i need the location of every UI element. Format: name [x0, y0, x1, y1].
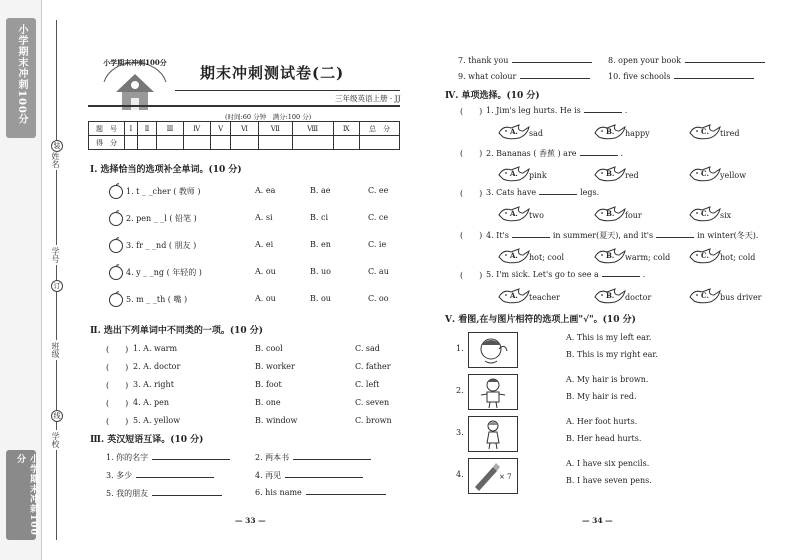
phrase-item — [106, 488, 222, 499]
phrase-item — [255, 452, 371, 463]
phrase-item — [458, 72, 590, 81]
score-cell: 题 号 — [89, 122, 125, 136]
phrase-text: 2. 两本书 — [255, 453, 290, 462]
bird-option-icon[interactable] — [497, 287, 533, 305]
score-cell: Ⅸ — [333, 122, 359, 136]
score-input-cell[interactable] — [258, 136, 292, 150]
answer-blank[interactable] — [285, 477, 363, 478]
phrase-text: 6. his name — [255, 488, 302, 497]
option-letter: A. — [510, 127, 518, 136]
phrase-item — [255, 470, 363, 481]
option-c: C. father — [355, 362, 391, 371]
name-label: 姓名 — [51, 152, 60, 168]
picture-frame — [468, 332, 518, 368]
bird-option-icon[interactable] — [593, 165, 629, 183]
score-input-cell[interactable] — [157, 136, 183, 150]
logo-text: 小学期末冲刺100分 — [103, 58, 167, 67]
option-b[interactable]: B. ci — [310, 213, 329, 222]
binding-spine — [0, 0, 42, 560]
option-b[interactable]: B. This is my right ear. — [566, 350, 658, 359]
bird-option-icon[interactable] — [497, 247, 533, 265]
phrase-item — [255, 488, 386, 497]
apple-icon — [108, 183, 124, 199]
bird-option-icon[interactable] — [688, 247, 724, 265]
phrase-text: 7. thank you — [458, 56, 509, 65]
binding-mark-1: 装 — [51, 140, 63, 152]
section2-title: Ⅱ. 选出下列单词中不同类的一项。(10 分) — [90, 326, 264, 336]
answer-parentheses[interactable]: ( ) — [106, 363, 129, 372]
option-a[interactable]: A. ei — [255, 240, 274, 249]
question-text-end: in winter(冬天). — [697, 231, 759, 240]
option-c: C. brown — [355, 416, 392, 425]
bird-option-icon[interactable] — [688, 205, 724, 223]
option-letter: A. — [510, 169, 518, 178]
answer-blank[interactable] — [512, 62, 592, 63]
answer-blank[interactable] — [512, 237, 550, 238]
score-input-cell[interactable] — [333, 136, 359, 150]
score-input-cell[interactable] — [292, 136, 333, 150]
picture-number: 4. — [456, 470, 464, 479]
picture-frame — [468, 458, 518, 494]
section1-question: 2. pen _ _l ( 铅笔 ) — [126, 214, 197, 223]
phrase-text: 1. 你的名字 — [106, 453, 149, 462]
option-b[interactable]: B. Her head hurts. — [566, 434, 642, 443]
time-info: (时间:60 分钟 满分:100 分) — [225, 113, 312, 121]
score-cell: 得 分 — [89, 136, 125, 150]
score-input-cell[interactable] — [231, 136, 258, 150]
option-letter: C. — [701, 251, 709, 260]
section1-question: 5. m _ _th ( 嘴 ) — [126, 295, 188, 304]
section5-title: Ⅴ. 看图,在与图片相符的选项上画"√"。(10 分) — [445, 315, 636, 325]
phrase-item — [458, 56, 592, 65]
option-c[interactable]: C. au — [368, 267, 389, 276]
answer-parentheses[interactable]: ( ) — [460, 271, 483, 280]
page-number-left: — 33 — — [235, 516, 266, 525]
option-letter: C. — [701, 209, 709, 218]
apple-icon — [108, 291, 124, 307]
answer-parentheses[interactable]: ( ) — [460, 107, 483, 116]
score-input-cell[interactable] — [210, 136, 231, 150]
spine-band-top — [6, 18, 36, 138]
phrase-item — [106, 452, 230, 463]
bird-option-icon[interactable] — [497, 165, 533, 183]
bird-option-icon[interactable] — [497, 123, 533, 141]
option-a: 4. A. pen — [133, 398, 170, 407]
page-subtitle: 三年级英语上册 · JJ — [335, 94, 401, 103]
question-text: 4. It's — [486, 231, 509, 240]
section4-question — [486, 106, 627, 115]
option-b: B. worker — [255, 362, 295, 371]
option-a[interactable]: A. My hair is brown. — [566, 375, 649, 384]
picture-count-label: × 7 — [499, 473, 512, 481]
option-a[interactable]: A. This is my left ear. — [566, 333, 652, 342]
phrase-text: 3. 多少 — [106, 471, 133, 480]
option-b[interactable]: B. en — [310, 240, 331, 249]
answer-parentheses[interactable]: ( ) — [460, 189, 483, 198]
answer-blank[interactable] — [656, 237, 694, 238]
question-text-end: . — [642, 270, 646, 279]
answer-blank[interactable] — [602, 276, 640, 277]
option-letter: A. — [510, 291, 518, 300]
answer-blank[interactable] — [152, 495, 222, 496]
option-b[interactable]: B. ou — [310, 294, 331, 303]
section4-question — [486, 188, 599, 197]
binding-mark-2: 订 — [51, 280, 63, 292]
score-input-cell[interactable] — [360, 136, 400, 150]
option-letter: B. — [606, 169, 615, 178]
phrase-text: 9. what colour — [458, 72, 517, 81]
answer-blank[interactable] — [306, 494, 386, 495]
option-a[interactable]: A. ou — [255, 267, 276, 276]
option-text: yellow — [720, 171, 747, 180]
option-text: hot; cold — [720, 253, 756, 262]
answer-blank[interactable] — [584, 112, 622, 113]
option-letter: B. — [606, 209, 615, 218]
option-c[interactable]: C. oo — [368, 294, 389, 303]
option-b[interactable]: B. My hair is red. — [566, 392, 637, 401]
option-a[interactable]: A. si — [255, 213, 273, 222]
option-letter: B. — [606, 291, 615, 300]
bird-option-icon[interactable] — [593, 247, 629, 265]
section4-question — [486, 148, 623, 159]
section1-question: 4. y _ _ng ( 年轻的 ) — [126, 268, 202, 277]
question-text-end: . — [620, 149, 624, 158]
option-text: two — [529, 211, 544, 220]
score-input-cell[interactable] — [137, 136, 157, 150]
option-b[interactable]: B. ae — [310, 186, 331, 195]
option-b: B. one — [255, 398, 281, 407]
option-a: 3. A. right — [133, 380, 174, 389]
bird-option-icon[interactable] — [497, 205, 533, 223]
section1-question: 3. fr _ _nd ( 朋友 ) — [126, 241, 197, 250]
score-input-cell[interactable] — [125, 136, 138, 150]
option-letter: C. — [701, 291, 709, 300]
score-cell: Ⅳ — [183, 122, 210, 136]
student-id-label: 学号 — [51, 247, 60, 263]
question-text: 2. Bananas ( 香蕉 ) are — [486, 149, 577, 158]
apple-icon — [108, 264, 124, 280]
option-c[interactable]: C. ee — [368, 186, 389, 195]
question-text-mid: in summer(夏天), and it's — [552, 231, 654, 240]
option-letter: C. — [701, 127, 709, 136]
option-a: 5. A. yellow — [133, 416, 181, 425]
score-cell: Ⅶ — [258, 122, 292, 136]
bird-option-icon[interactable] — [688, 165, 724, 183]
question-text-end: legs. — [580, 188, 600, 197]
section1-title: Ⅰ. 选择恰当的选项补全单词。(10 分) — [90, 165, 242, 175]
option-text: happy — [625, 129, 650, 138]
answer-blank[interactable] — [152, 459, 230, 460]
page-title: 期末冲刺测试卷(二) — [200, 64, 345, 82]
school-label: 学校 — [51, 432, 60, 448]
header-divider — [88, 105, 400, 107]
picture-number: 1. — [456, 344, 464, 353]
picture-frame — [468, 374, 518, 410]
phrase-text: 8. open your book — [608, 56, 681, 65]
option-a: 1. A. warm — [133, 344, 178, 353]
option-text: red — [625, 171, 639, 180]
score-cell: Ⅴ — [210, 122, 231, 136]
phrase-item — [608, 72, 754, 81]
question-text: 3. Cats have — [486, 188, 537, 197]
score-cell: Ⅲ — [157, 122, 183, 136]
section1-question: 1. t _ _cher ( 教师 ) — [126, 187, 201, 196]
answer-blank[interactable] — [293, 459, 371, 460]
section4-question — [486, 270, 645, 279]
score-table-header-row — [89, 122, 400, 136]
answer-parentheses[interactable]: ( ) — [106, 417, 129, 426]
score-table — [88, 121, 400, 150]
score-cell: Ⅱ — [137, 122, 157, 136]
score-cell: Ⅷ — [292, 122, 333, 136]
score-cell: Ⅵ — [231, 122, 258, 136]
option-text: doctor — [625, 293, 652, 302]
answer-blank[interactable] — [520, 78, 590, 79]
class-label: 班级 — [51, 342, 60, 358]
option-a[interactable]: A. ea — [255, 186, 276, 195]
option-text: four — [625, 211, 642, 220]
picture-frame — [468, 416, 518, 452]
question-text-end: . — [624, 106, 628, 115]
score-table-score-row — [89, 136, 400, 150]
score-cell: 总 分 — [360, 122, 400, 136]
answer-parentheses[interactable]: ( ) — [460, 149, 483, 158]
phrase-item — [608, 56, 765, 65]
bird-option-icon[interactable] — [688, 123, 724, 141]
option-letter: B. — [606, 251, 615, 260]
spine-band-bottom — [6, 450, 36, 540]
binding-mark-3: 线 — [51, 410, 63, 422]
option-c[interactable]: C. ce — [368, 213, 389, 222]
picture-number: 2. — [456, 386, 464, 395]
answer-parentheses[interactable]: ( ) — [106, 381, 129, 390]
option-b: B. window — [255, 416, 298, 425]
option-text: hot; cool — [529, 253, 565, 262]
option-a[interactable]: A. Her foot hurts. — [566, 417, 638, 426]
bird-option-icon[interactable] — [593, 205, 629, 223]
option-letter: C. — [701, 169, 709, 178]
phrase-text: 10. five schools — [608, 72, 671, 81]
option-text: sad — [529, 129, 543, 138]
page-number-right: — 34 — — [582, 516, 613, 525]
apple-icon — [108, 210, 124, 226]
option-c: C. left — [355, 380, 380, 389]
section4-question — [486, 230, 758, 241]
bird-option-icon[interactable] — [688, 287, 724, 305]
option-text: pink — [529, 171, 547, 180]
option-b: B. foot — [255, 380, 282, 389]
answer-blank[interactable] — [539, 194, 577, 195]
answer-blank[interactable] — [136, 477, 214, 478]
phrase-item — [106, 470, 214, 481]
option-letter: A. — [510, 209, 518, 218]
title-divider — [175, 90, 400, 91]
option-c[interactable]: C. ie — [368, 240, 387, 249]
answer-blank[interactable] — [580, 155, 618, 156]
answer-blank[interactable] — [674, 78, 754, 79]
option-text: bus driver — [720, 293, 762, 302]
score-input-cell[interactable] — [183, 136, 210, 150]
answer-parentheses[interactable]: ( ) — [460, 231, 483, 240]
bird-option-icon[interactable] — [593, 287, 629, 305]
section3-title: Ⅲ. 英汉短语互译。(10 分) — [90, 435, 204, 445]
question-text: 1. Jim's leg hurts. He is — [486, 106, 581, 115]
option-c: C. sad — [355, 344, 380, 353]
answer-blank[interactable] — [685, 62, 765, 63]
spine-band-bottom-text: 小学期末冲刺100分 — [15, 454, 38, 536]
option-text: six — [720, 211, 732, 220]
option-a[interactable]: A. ou — [255, 294, 276, 303]
option-text: tired — [720, 129, 740, 138]
picture-number: 3. — [456, 428, 464, 437]
phrase-text: 4. 再见 — [255, 471, 282, 480]
option-b[interactable]: B. I have seven pens. — [566, 476, 652, 485]
option-letter: B. — [606, 127, 615, 136]
option-b: B. cool — [255, 344, 283, 353]
bird-option-icon[interactable] — [593, 123, 629, 141]
option-b[interactable]: B. uo — [310, 267, 331, 276]
answer-parentheses[interactable]: ( ) — [106, 345, 129, 354]
option-letter: A. — [510, 251, 518, 260]
section4-title: Ⅳ. 单项选择。(10 分) — [445, 91, 540, 101]
option-c: C. seven — [355, 398, 390, 407]
option-text: warm; cold — [625, 253, 671, 262]
option-text: teacher — [529, 293, 560, 302]
phrase-text: 5. 我的朋友 — [106, 489, 149, 498]
option-a: 2. A. doctor — [133, 362, 181, 371]
question-text: 5. I'm sick. Let's go to see a — [486, 270, 599, 279]
apple-icon — [108, 237, 124, 253]
spine-band-top-text: 小学期末冲刺100分 — [16, 24, 27, 125]
score-cell: Ⅰ — [125, 122, 138, 136]
answer-parentheses[interactable]: ( ) — [106, 399, 129, 408]
option-a[interactable]: A. I have six pencils. — [566, 459, 650, 468]
